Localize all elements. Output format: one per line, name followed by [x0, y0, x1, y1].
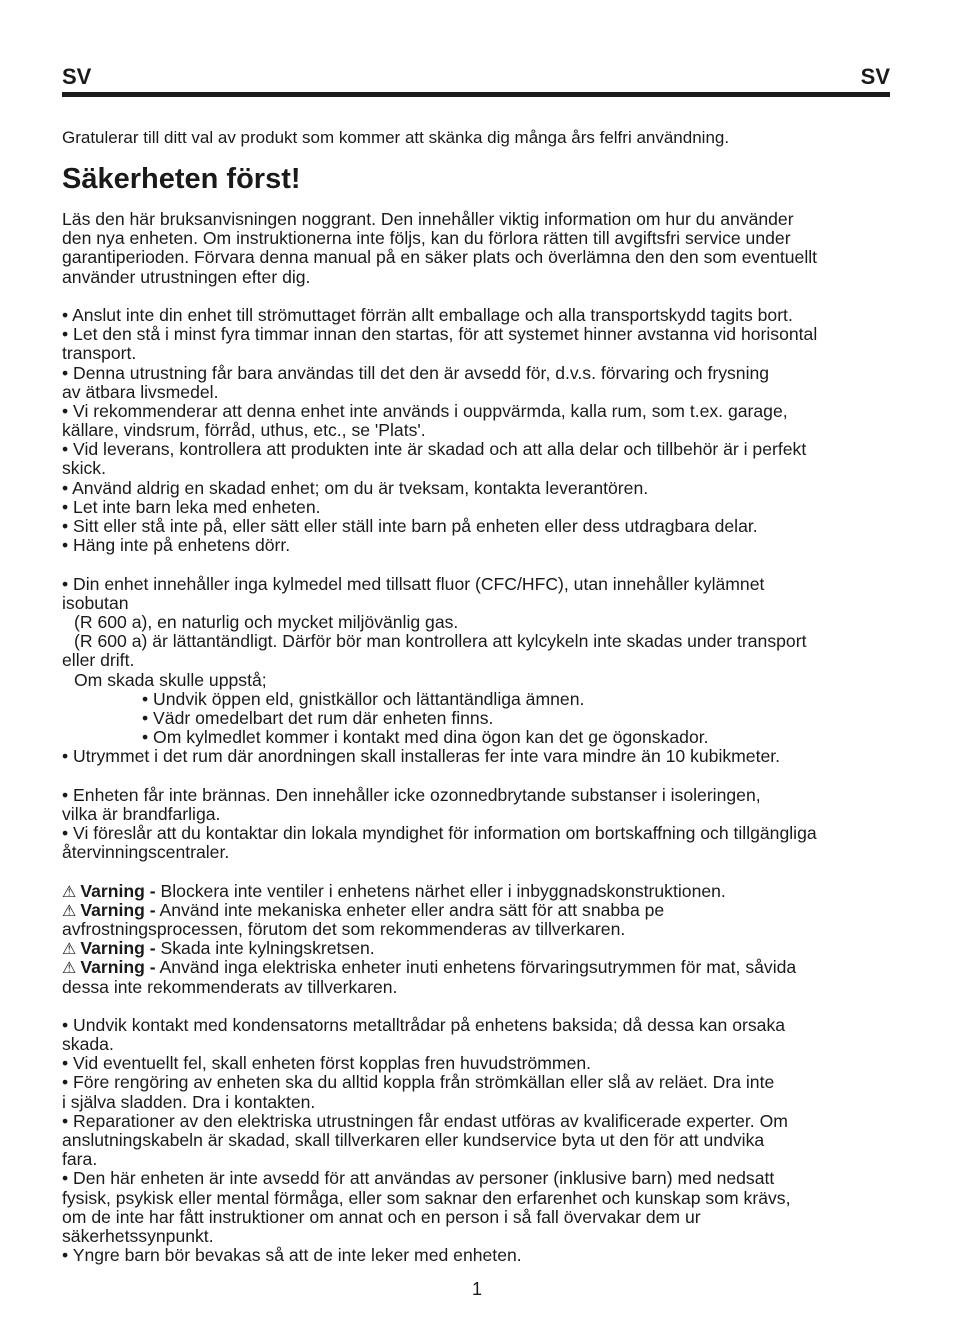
line-text: (R 600 a) är lättantändligt. Därför bör man kontrollera att kylcykeln inte skadas under transport: [74, 631, 807, 652]
paragraph-gap: [62, 997, 890, 1016]
line-text: Blockera inte ventiler i enhetens närhet eller i inbyggnadskonstruktionen.: [155, 880, 726, 901]
text-line: [62, 248, 890, 267]
line-text: isobutan: [62, 592, 129, 613]
warning-triangle-icon: ⚠: [62, 902, 77, 920]
line-text: • Anslut inte din enhet till strömuttaget förrän allt emballage och alla transportskydd tagits bort.: [62, 304, 793, 325]
line-text: Använd inga elektriska enheter inuti enhetens förvaringsutrymmen för mat, såvida: [155, 957, 797, 978]
text-line: [62, 575, 890, 594]
page-title: Säkerheten först!: [62, 163, 301, 195]
line-text: eller drift.: [62, 650, 135, 671]
page-number: 1: [471, 1279, 482, 1299]
text-line: [62, 536, 890, 555]
line-text: Använd inte mekaniska enheter eller andra sätt för att snabba pe: [155, 899, 665, 920]
page: [62, 62, 890, 1265]
text-line: [62, 594, 890, 613]
language-code-right: SV: [860, 64, 890, 89]
line-text: i själva sladden. Dra i kontakten.: [62, 1091, 316, 1112]
line-text: återvinningscentraler.: [62, 842, 230, 863]
line-text: • Enheten får inte brännas. Den innehåller icke ozonnedbrytande substanser i isoleringen,: [62, 784, 761, 805]
text-line: [62, 709, 890, 728]
line-text: • Använd aldrig en skadad enhet; om du är tveksam, kontakta leverantören.: [62, 477, 649, 498]
line-text: skada.: [62, 1034, 114, 1055]
line-text: anslutningskabeln är skadad, skall tillverkaren eller kundservice byta ut den för att undvika: [62, 1130, 765, 1150]
line-text: fysisk, psykisk eller mental förmåga, eller som saknar den erfarenhet och kunskap som krävs,: [62, 1187, 791, 1208]
language-code-left: SV: [62, 64, 92, 89]
header-rule: [62, 92, 890, 97]
warning-triangle-icon: ⚠: [62, 941, 77, 959]
warning-triangle-icon: ⚠: [62, 960, 77, 978]
text-line: [62, 690, 890, 709]
line-text: • Före rengöring av enheten ska du alltid koppla från strömkällan eller slå av reläet. Dra inte: [62, 1072, 775, 1093]
text-line: [62, 824, 890, 843]
text-line: [62, 728, 890, 747]
line-text: • Undvik öppen eld, gnistkällor och lättantändliga ämnen.: [142, 688, 585, 709]
line-text: • Om kylmedlet kommer i kontakt med dina ögon kan det ge ögonskador.: [142, 727, 709, 748]
text-line: [62, 1131, 890, 1150]
safety-text-body: [62, 210, 890, 1265]
line-text: (R 600 a), en naturlig och mycket miljövänlig gas.: [74, 611, 459, 632]
line-text: vilka är brandfarliga.: [62, 803, 221, 824]
line-text: om de inte har fått instruktioner om annat och en person i så fall övervakar dem ur: [62, 1206, 701, 1227]
warning-line: [62, 958, 890, 977]
text-line: [62, 613, 890, 632]
line-text: • Undvik kontakt med kondensatorns metalltrådar på enhetens baksida; då dessa kan orsaka: [62, 1014, 786, 1035]
line-text: den nya enheten. Om instruktionerna inte följs, kan du förlora rätten till avgiftsfri service under: [62, 228, 791, 249]
text-line: [62, 805, 890, 824]
line-text: Läs den här bruksanvisningen noggrant. Den innehåller viktig information om hur du använder: [62, 209, 794, 229]
text-line: [62, 229, 890, 248]
text-line: [62, 1035, 890, 1054]
text-line: [62, 498, 890, 517]
line-text: • Vädr omedelbart det rum där enheten finns.: [142, 707, 494, 728]
line-text: garantiperioden. Förvara denna manual på en säker plats och överlämna den den som eventuellt: [62, 247, 818, 268]
text-line: [62, 1246, 890, 1265]
warning-triangle-icon: ⚠: [62, 883, 77, 901]
text-line: [62, 344, 890, 363]
text-line: [62, 1150, 890, 1169]
warning-line: [62, 901, 890, 920]
text-line: [62, 1208, 890, 1227]
text-line: [62, 479, 890, 498]
text-line: [62, 268, 890, 287]
text-line: [62, 1054, 890, 1073]
page-header: [62, 62, 890, 90]
text-line: [62, 671, 890, 690]
warning-line: [62, 882, 890, 901]
text-line: [62, 383, 890, 402]
line-text: dessa inte rekommenderats av tillverkaren.: [62, 976, 398, 997]
text-line: [62, 402, 890, 421]
line-text: • Let inte barn leka med enheten.: [62, 496, 321, 517]
text-line: [62, 843, 890, 862]
line-text: använder utrustningen efter dig.: [62, 266, 311, 287]
line-text: • Sitt eller stå inte på, eller sätt eller ställ inte barn på enheten eller dess utdragbara delar.: [62, 516, 758, 536]
warning-label: Varning -: [80, 938, 156, 959]
paragraph-gap: [62, 287, 890, 306]
paragraph-gap: [62, 862, 890, 881]
text-line: [62, 1016, 890, 1035]
line-text: • Utrymmet i det rum där anordningen skall installeras fer inte vara mindre än 10 kubikmeter.: [62, 746, 781, 767]
text-line: [62, 1112, 890, 1131]
line-text: • Yngre barn bör bevakas så att de inte leker med enheten.: [62, 1245, 522, 1266]
paragraph-gap: [62, 766, 890, 785]
line-text: • Den här enheten är inte avsedd för att användas av personer (inklusive barn) med nedsatt: [62, 1168, 775, 1189]
text-line: [62, 978, 890, 997]
intro-text: Gratulerar till ditt val av produkt som kommer att skänka dig många års felfri användning.: [62, 128, 730, 147]
line-text: • Vi föreslår att du kontaktar din lokala myndighet för information om bortskaffning och tillgängliga: [62, 823, 817, 843]
text-line: [62, 747, 890, 766]
text-line: [62, 325, 890, 344]
text-line: [62, 651, 890, 670]
text-line: [62, 1189, 890, 1208]
line-text: • Häng inte på enhetens dörr.: [62, 535, 291, 556]
text-line: [62, 364, 890, 383]
text-line: [62, 920, 890, 939]
line-text: fara.: [62, 1149, 98, 1170]
warning-label: Varning -: [80, 957, 156, 978]
line-text: Skada inte kylningskretsen.: [155, 938, 375, 959]
text-line: [62, 517, 890, 536]
line-text: avfrostningsprocessen, förutom det som rekommenderas av tillverkaren.: [62, 918, 626, 939]
text-line: [62, 1227, 890, 1246]
text-line: [62, 440, 890, 459]
line-text: säkerhetssynpunkt.: [62, 1225, 214, 1246]
text-line: [62, 786, 890, 805]
text-line: [62, 1073, 890, 1092]
warning-label: Varning -: [80, 880, 156, 901]
line-text: • Vid eventuellt fel, skall enheten först kopplas fren huvudströmmen.: [62, 1053, 592, 1074]
warning-line: [62, 939, 890, 958]
text-line: [62, 1093, 890, 1112]
warning-label: Varning -: [80, 899, 156, 920]
line-text: av ätbara livsmedel.: [62, 381, 219, 402]
line-text: • Reparationer av den elektriska utrustningen får endast utföras av kvalificerade experter. Om: [62, 1110, 788, 1131]
line-text: skick.: [62, 458, 106, 479]
text-line: [62, 632, 890, 651]
text-line: [62, 1169, 890, 1188]
text-line: [62, 306, 890, 325]
line-text: • Let den stå i minst fyra timmar innan den startas, för att systemet hinner avstanna vid horisontal: [62, 324, 818, 345]
line-text: • Denna utrustning får bara användas till det den är avsedd för, d.v.s. förvaring och frysning: [62, 362, 770, 383]
text-line: [62, 459, 890, 478]
line-text: transport.: [62, 343, 137, 364]
text-line: [62, 210, 890, 229]
text-line: [62, 421, 890, 440]
line-text: • Vi rekommenderar att denna enhet inte används i ouppvärmda, kalla rum, som t.ex. garage,: [62, 400, 788, 421]
line-text: Om skada skulle uppstå;: [74, 669, 267, 690]
line-text: • Vid leverans, kontrollera att produkten inte är skadad och att alla delar och tillbehör är i perfekt: [62, 439, 807, 460]
line-text: • Din enhet innehåller inga kylmedel med tillsatt fluor (CFC/HFC), utan innehåller kylämnet: [62, 573, 765, 594]
paragraph-gap: [62, 555, 890, 574]
line-text: källare, vindsrum, förråd, uthus, etc., se 'Plats'.: [62, 420, 426, 441]
